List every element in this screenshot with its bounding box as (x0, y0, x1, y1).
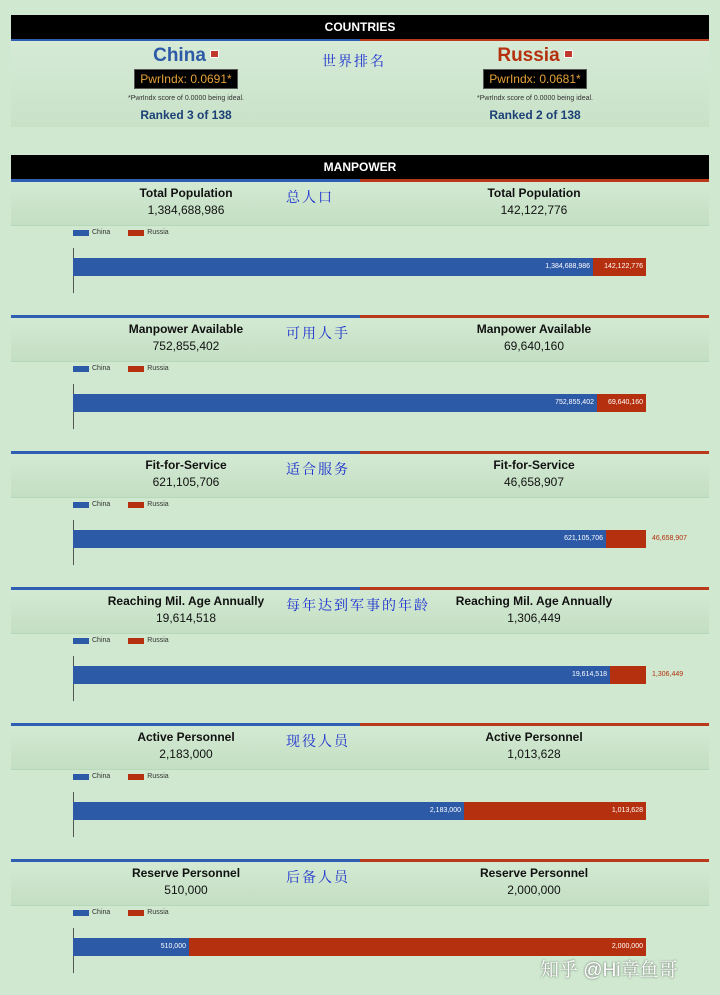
legend-label-russia: Russia (147, 637, 169, 644)
stat-russia (404, 186, 664, 217)
legend-label-russia: Russia (147, 909, 169, 916)
bar-china[interactable] (73, 258, 593, 276)
stat-label-china: Manpower Available (128, 322, 244, 336)
data-label-china: 19,614,518 (571, 671, 607, 678)
country-name-russia[interactable]: Russia (497, 45, 560, 66)
pwrindx-note-china: *PwrIndx score of 0.0000 being ideal. (128, 95, 244, 102)
stat-value-china: 2,183,000 (159, 747, 213, 761)
data-label-russia: 69,640,160 (607, 399, 643, 406)
legend (73, 501, 169, 508)
pwrindx-note-russia: *PwrIndx score of 0.0000 being ideal. (477, 95, 593, 102)
data-label-russia: 1,306,449 (652, 671, 684, 678)
bar-china[interactable] (73, 394, 597, 412)
pwrindx-badge-russia: PwrIndx: 0.0681* (483, 69, 586, 89)
data-label-russia: 2,000,000 (611, 943, 643, 950)
stat-russia (404, 322, 664, 353)
legend-label-russia: Russia (147, 773, 169, 780)
legend-swatch-russia (128, 638, 144, 644)
legend-swatch-china (73, 910, 89, 916)
bar-russia[interactable] (610, 666, 646, 684)
countries-header (11, 15, 709, 39)
legend-swatch-russia (128, 366, 144, 372)
country-name-china[interactable]: China (153, 45, 206, 66)
country-russia (425, 45, 645, 122)
stat-label-russia: Reaching Mil. Age Annually (455, 594, 613, 608)
stat-label-russia: Total Population (487, 186, 581, 200)
legend (73, 909, 169, 916)
stat-china (56, 866, 316, 897)
stat-value-russia: 46,658,907 (503, 475, 565, 489)
flag-icon (564, 50, 573, 58)
chinese-annotation: 适合服务 (286, 462, 350, 478)
stat-china (56, 594, 316, 625)
legend-swatch-russia (128, 502, 144, 508)
data-label-china: 752,855,402 (555, 399, 594, 406)
data-label-china: 510,000 (160, 943, 186, 950)
stat-label-russia: Reserve Personnel (479, 866, 589, 880)
data-label-russia: 142,122,776 (604, 263, 643, 270)
stat-value-china: 1,384,688,986 (147, 203, 225, 217)
stat-russia (404, 866, 664, 897)
legend-label-russia: Russia (147, 501, 169, 508)
legend-label-china: China (92, 773, 111, 780)
stat-china (56, 458, 316, 489)
manpower-header (11, 155, 709, 179)
stat-value-russia: 142,122,776 (500, 203, 568, 217)
stat-label-china: Reserve Personnel (131, 866, 241, 880)
data-label-china: 2,183,000 (429, 807, 461, 814)
legend-label-china: China (92, 909, 111, 916)
flag-icon (210, 50, 219, 58)
data-label-china: 621,105,706 (564, 535, 603, 542)
stat-russia (404, 458, 664, 489)
stat-label-russia: Active Personnel (485, 730, 583, 744)
countries-header-label: COUNTRIES (324, 20, 396, 34)
legend (73, 229, 169, 236)
stat-china (56, 322, 316, 353)
manpower-section (11, 451, 709, 587)
stat-russia (404, 594, 664, 625)
chinese-annotation: 可用人手 (286, 326, 350, 342)
legend-swatch-china (73, 366, 89, 372)
legend-swatch-russia (128, 230, 144, 236)
legend-label-china: China (92, 637, 111, 644)
stat-label-china: Active Personnel (137, 730, 235, 744)
chinese-annotation: 现役人员 (286, 734, 350, 750)
legend-label-china: China (92, 501, 111, 508)
data-label-russia: 1,013,628 (611, 807, 643, 814)
bar-china[interactable] (73, 530, 606, 548)
manpower-section (11, 179, 709, 315)
stat-value-russia: 1,306,449 (507, 611, 561, 625)
legend-swatch-russia (128, 774, 144, 780)
legend (73, 365, 169, 372)
legend-swatch-china (73, 774, 89, 780)
legend-swatch-china (73, 502, 89, 508)
chinese-annotation: 每年达到军事的年龄 (286, 598, 430, 614)
pwrindx-badge-china: PwrIndx: 0.0691* (134, 69, 237, 89)
stat-value-china: 752,855,402 (152, 339, 220, 353)
stat-value-russia: 1,013,628 (507, 747, 561, 761)
stat-china (56, 730, 316, 761)
data-label-russia: 46,658,907 (652, 535, 688, 542)
legend-label-russia: Russia (147, 229, 169, 236)
manpower-header-label: MANPOWER (323, 160, 397, 174)
legend-swatch-russia (128, 910, 144, 916)
manpower-section (11, 587, 709, 723)
legend-label-russia: Russia (147, 365, 169, 372)
stat-china (56, 186, 316, 217)
stat-russia (404, 730, 664, 761)
chinese-annotation: 总人口 (286, 190, 334, 206)
legend (73, 773, 169, 780)
stat-label-china: Total Population (139, 186, 233, 200)
rank-chinese-annotation: 世界排名 (322, 54, 386, 70)
stat-label-russia: Manpower Available (476, 322, 592, 336)
legend-label-china: China (92, 229, 111, 236)
stat-label-china: Fit-for-Service (145, 458, 227, 472)
legend (73, 637, 169, 644)
manpower-section (11, 315, 709, 451)
data-label-china: 1,384,688,986 (545, 263, 590, 270)
country-china (76, 45, 296, 122)
legend-swatch-china (73, 638, 89, 644)
stat-value-china: 621,105,706 (152, 475, 220, 489)
watermark: 知乎 @Hi章鱼哥 (540, 960, 678, 981)
legend-label-china: China (92, 365, 111, 372)
bar-russia[interactable] (606, 530, 646, 548)
stat-value-russia: 2,000,000 (507, 883, 561, 897)
stat-value-china: 19,614,518 (155, 611, 217, 625)
stat-label-china: Reaching Mil. Age Annually (107, 594, 265, 608)
chinese-annotation: 后备人员 (286, 870, 350, 886)
stat-value-russia: 69,640,160 (503, 339, 565, 353)
rank-russia: Ranked 2 of 138 (489, 108, 581, 122)
bar-russia[interactable] (189, 938, 646, 956)
manpower-section (11, 723, 709, 859)
rank-china: Ranked 3 of 138 (140, 108, 232, 122)
stat-label-russia: Fit-for-Service (493, 458, 575, 472)
legend-swatch-china (73, 230, 89, 236)
stat-value-china: 510,000 (164, 883, 208, 897)
bar-china[interactable] (73, 666, 610, 684)
